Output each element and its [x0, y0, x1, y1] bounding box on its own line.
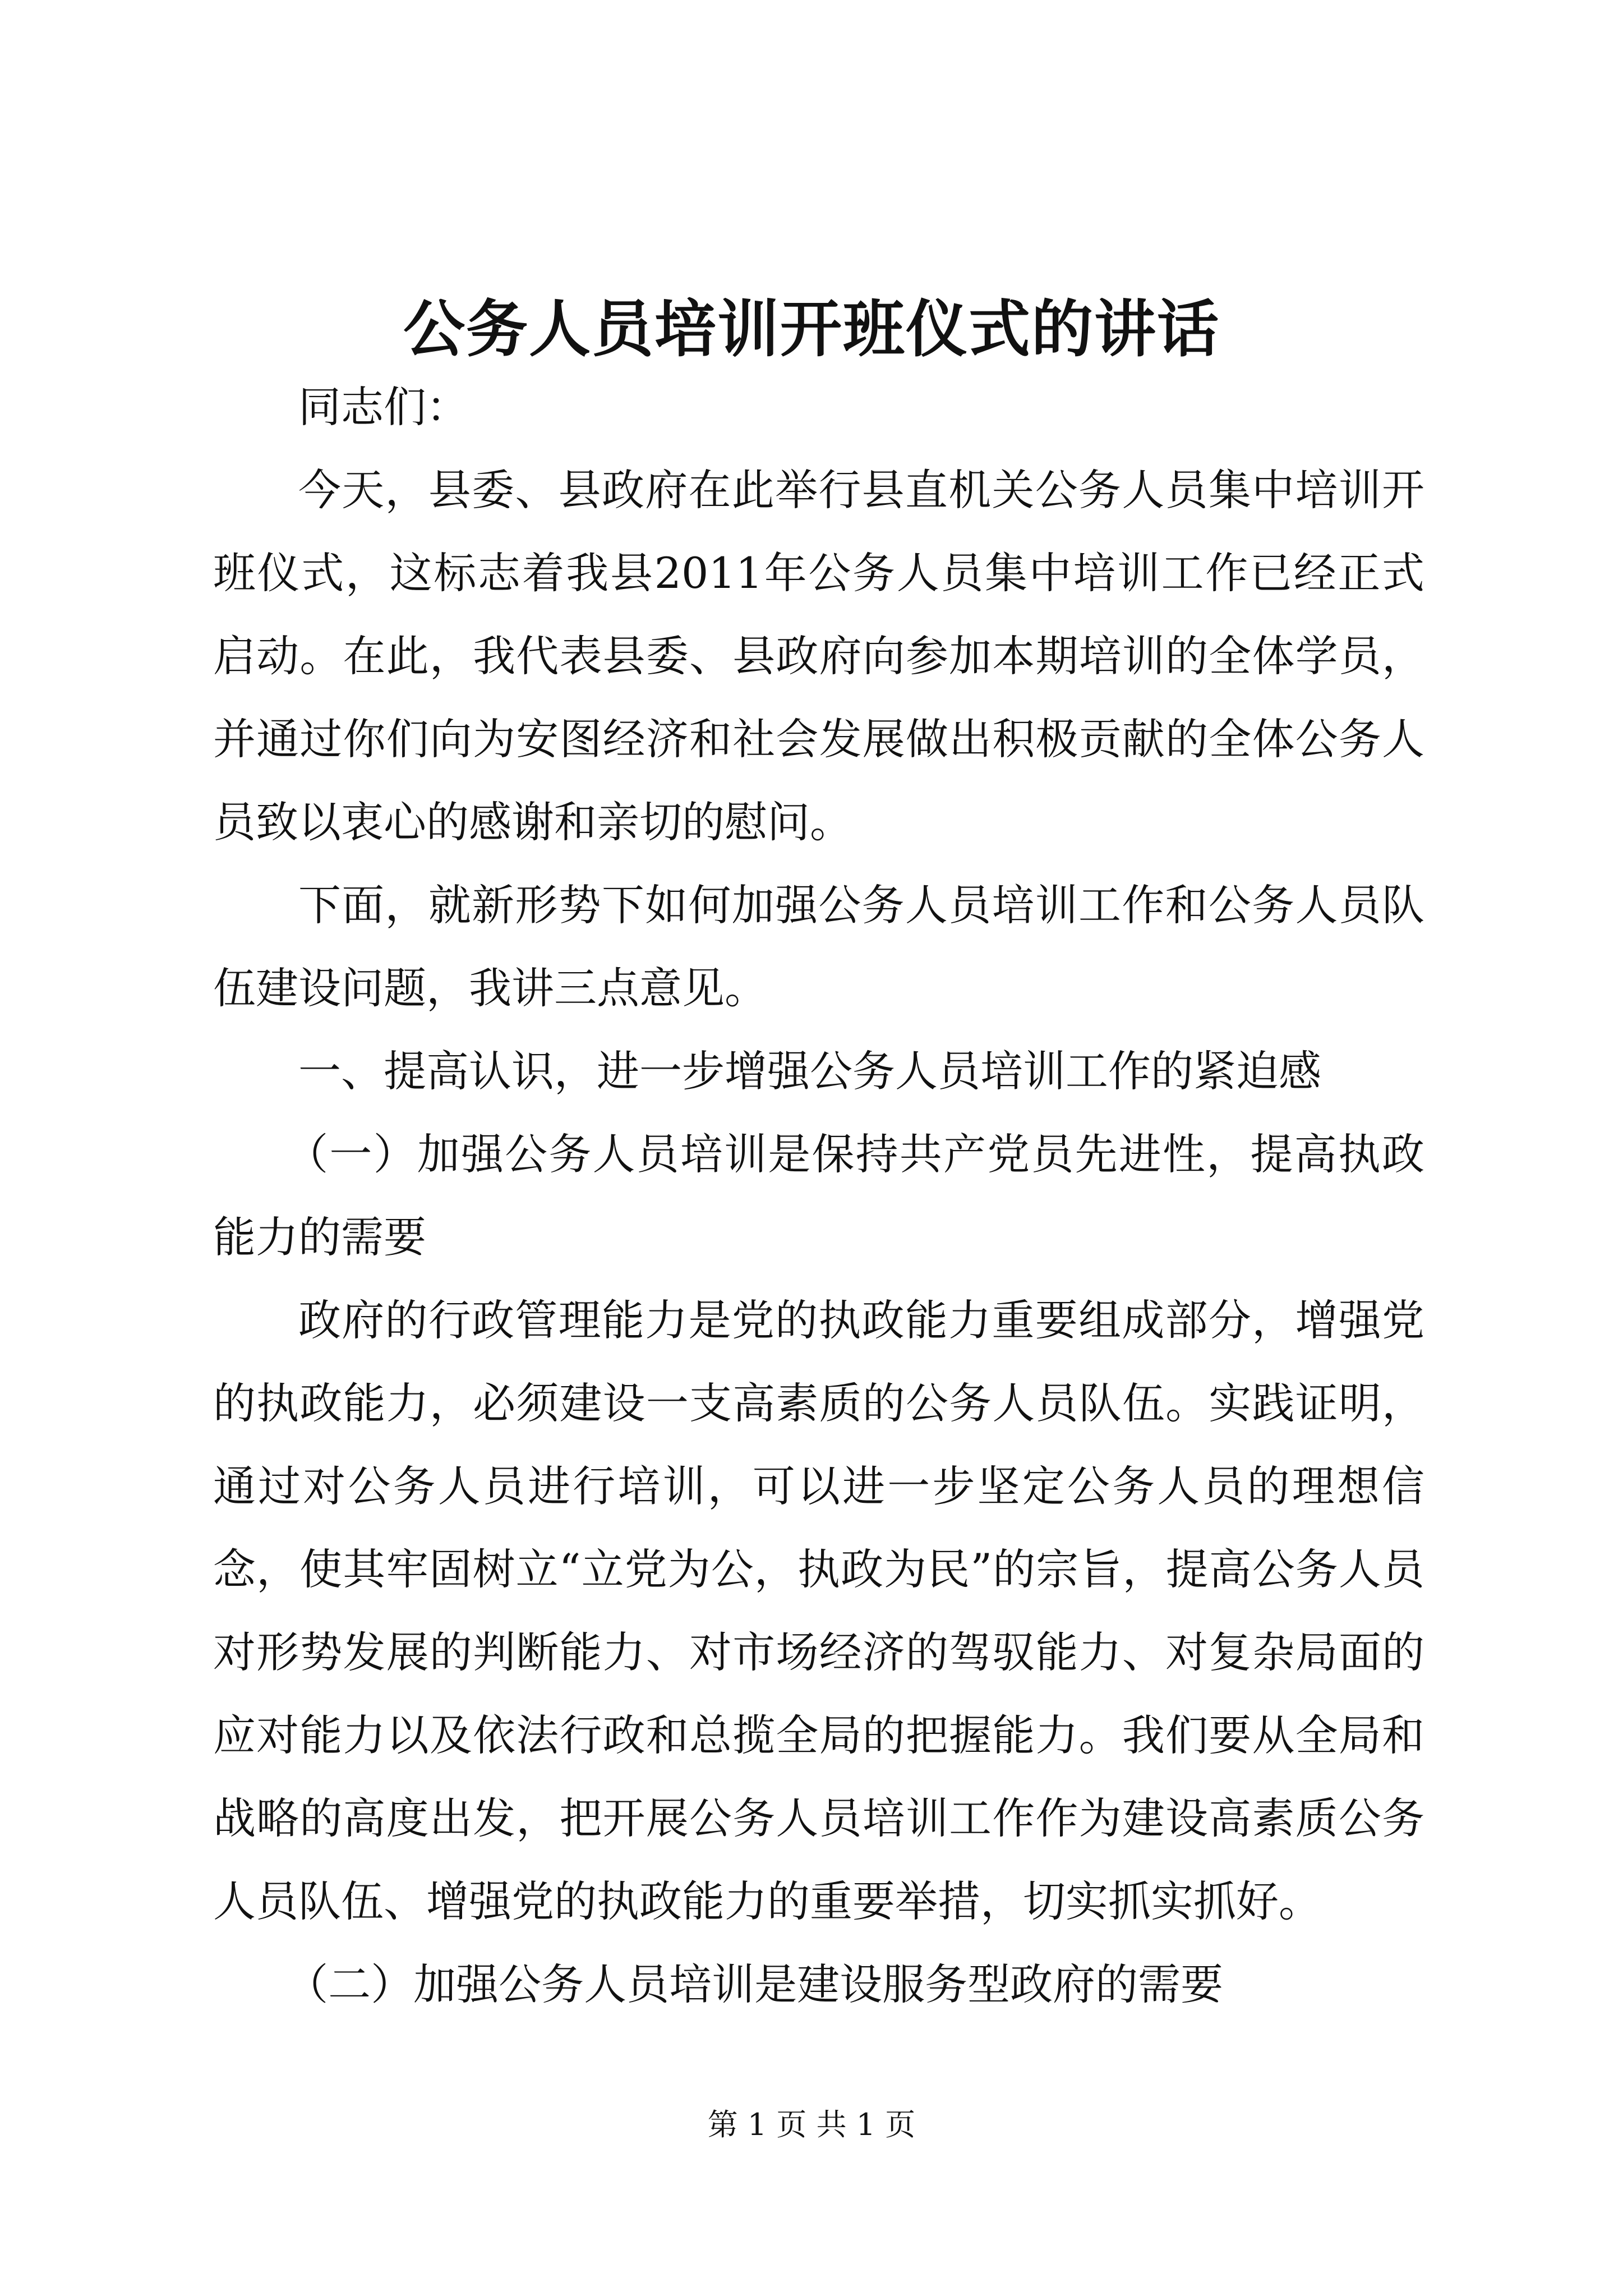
subsection-heading-2: （二）加强公务人员培训是建设服务型政府的需要: [285, 1959, 1224, 2009]
opening-paragraph: 今天，县委、县政府在此举行县直机关公务人员集中培训开班仪式，这标志着我县2011年公务人员集中培训工作已经正式启动。在此，我代表县委、县政府向参加本期培训的全体学员，并通过你们向为安图经济和社会发展做出积极贡献的全体公务人员致以衷心的感谢和亲切的慰问。: [213, 465, 1424, 847]
intro-paragraph: 下面，就新形势下如何加强公务人员培训工作和公务人员队伍建设问题，我讲三点意见。: [213, 880, 1424, 1013]
body-paragraph: 政府的行政管理能力是党的执政能力重要组成部分，增强党的执政能力，必须建设一支高素质的公务人员队伍。实践证明，通过对公务人员进行培训，可以进一步坚定公务人员的理想信念，使其牢固树立“立党为公，执政为民”的宗旨，提高公务人员对形势发展的判断能力、对市场经济的驾驭能力、对复杂局面的应对能力以及依法行政和总揽全局的把握能力。我们要从全局和战略的高度出发，把开展公务人员培训工作作为建设高素质公务人员队伍、增强党的执政能力的重要举措，切实抓实抓好。: [213, 1295, 1424, 1926]
document-title: 公务人员培训开班仪式的讲话: [403, 293, 1220, 365]
page-footer: 第 1 页 共 1 页: [707, 2107, 916, 2142]
document-body: [213, 366, 1424, 2026]
salutation-paragraph: 同志们：: [298, 382, 469, 432]
section-heading-1: 一、提高认识，进一步增强公务人员培训工作的紧迫感: [298, 1046, 1321, 1096]
subsection-heading-1: （一）加强公务人员培训是保持共产党员先进性，提高执政能力的需要: [213, 1129, 1424, 1262]
